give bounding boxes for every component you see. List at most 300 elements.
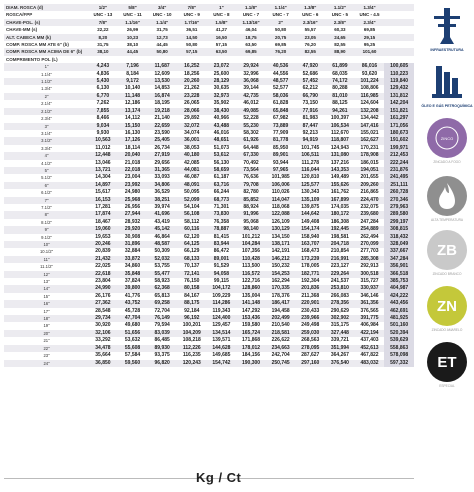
weight-cell: 162,294 <box>266 278 296 285</box>
table-row <box>4 204 414 211</box>
weight-cell: 318,432 <box>384 234 414 241</box>
row-length-label: 3" <box>4 123 88 130</box>
table-row <box>4 308 414 315</box>
badge-glyph: ZB <box>437 241 457 259</box>
weight-cell: 163,707 <box>295 241 325 248</box>
weight-cell: 9,172 <box>118 78 148 85</box>
weight-cell: 211,368 <box>295 293 325 300</box>
weight-cell: 104,284 <box>236 241 266 248</box>
weight-cell: 129,457 <box>207 322 237 329</box>
badge-caption: ZINCADO A FOGO <box>433 160 461 164</box>
weight-cell: 91,996 <box>236 211 266 218</box>
weight-cell: 26,956 <box>118 204 148 211</box>
table-row <box>4 322 414 329</box>
header-cell: 1.7/16" <box>177 19 207 26</box>
weight-cell: 55,477 <box>147 271 177 278</box>
row-length-label: 14" <box>4 285 88 292</box>
table-row <box>4 197 414 204</box>
weight-cell: 9,034 <box>88 123 118 130</box>
weight-cell: 53,632 <box>118 337 148 344</box>
header-cell: 50,80 <box>177 41 207 48</box>
weight-cell: 38,251 <box>147 197 177 204</box>
weight-cell: 49,680 <box>118 322 148 329</box>
table-row <box>4 219 414 226</box>
weight-cell: 130,129 <box>266 226 296 233</box>
weight-cell: 209,260 <box>355 182 385 189</box>
table-row <box>4 93 414 100</box>
weight-cell: 481,925 <box>384 315 414 322</box>
weight-cell: 62,120 <box>177 234 207 241</box>
weight-cell: 7,262 <box>88 100 118 107</box>
weight-cell: 270,346 <box>384 197 414 204</box>
weight-cell: 43,752 <box>118 300 148 307</box>
weight-cell: 30,635 <box>207 85 237 92</box>
row-length-label: 2.1/2" <box>4 108 88 115</box>
weight-cell: 315,175 <box>325 322 355 329</box>
weight-cell: 201,655 <box>355 174 385 181</box>
header-cell: 10,23 <box>118 34 148 41</box>
weight-cell: 302,902 <box>325 315 355 322</box>
table-row <box>4 263 414 270</box>
weight-cell: 55,230 <box>236 123 266 130</box>
weight-cell: 277,703 <box>355 248 385 255</box>
weight-cell: 34,478 <box>88 345 118 352</box>
weight-cell: 28,066 <box>177 108 207 115</box>
weight-cell: 11,148 <box>118 93 148 100</box>
weight-cell: 88,924 <box>236 204 266 211</box>
row-length-label: 1" <box>4 63 88 70</box>
weight-cell: 50,309 <box>147 248 177 255</box>
weight-cell: 520,394 <box>384 330 414 337</box>
weight-cell: 100,397 <box>325 115 355 122</box>
weight-cell: 99,115 <box>207 278 237 285</box>
weight-cell: 28,129 <box>207 78 237 85</box>
weight-cell: 86,016 <box>355 63 385 70</box>
weight-cell: 7,855 <box>88 108 118 115</box>
header-cell <box>266 56 296 63</box>
weight-cell: 93,944 <box>266 160 296 167</box>
header-cell: 63,50 <box>207 48 237 55</box>
table-row <box>4 63 414 70</box>
weight-cell: 118,807 <box>325 137 355 144</box>
weight-cell: 376,540 <box>325 360 355 367</box>
header-cell-empty <box>384 11 414 18</box>
weight-cell: 122,088 <box>266 211 296 218</box>
row-length-label: 5.1/2" <box>4 174 88 181</box>
weight-cell: 155,021 <box>355 130 385 137</box>
weight-cell: 31,896 <box>118 241 148 248</box>
weight-cell: 194,458 <box>266 308 296 315</box>
weight-cell: 86,485 <box>147 337 177 344</box>
weight-cell: 443,456 <box>384 300 414 307</box>
header-cell: 41,27 <box>207 26 237 33</box>
weight-cell: 96,820 <box>147 360 177 367</box>
weight-cell: 92,213 <box>295 130 325 137</box>
header-cell: 29,15 <box>355 34 385 41</box>
header-cell <box>147 56 177 63</box>
header-cell <box>355 56 385 63</box>
row-length-label: 9" <box>4 226 88 233</box>
weight-cell: 278,095 <box>295 345 325 352</box>
weight-cell: 114,047 <box>266 197 296 204</box>
table-header-row <box>4 26 414 33</box>
weight-cell: 422,194 <box>355 330 385 337</box>
weight-cell: 194,051 <box>355 167 385 174</box>
weight-cell: 178,376 <box>266 293 296 300</box>
weight-cell: 81,983 <box>295 115 325 122</box>
weight-cell: 72,141 <box>177 271 207 278</box>
row-length-label: 3.1/2" <box>4 137 88 144</box>
weight-cell: 11,012 <box>88 145 118 152</box>
header-cell: 76,20 <box>295 41 325 48</box>
header-row-label: CHAVE-POL. (s) <box>4 19 88 26</box>
row-length-label: 6" <box>4 182 88 189</box>
weight-cell: 36,850 <box>88 360 118 367</box>
table-row <box>4 226 414 233</box>
weight-cell: 229,264 <box>325 271 355 278</box>
table-row <box>4 278 414 285</box>
weight-cell: 39,144 <box>236 85 266 92</box>
zincado-amarelo-icon <box>427 286 467 326</box>
weight-cell: 232,075 <box>355 204 385 211</box>
header-cell: UNC - 5 <box>325 11 355 18</box>
header-cell <box>295 56 325 63</box>
weight-cell: 66,790 <box>295 93 325 100</box>
weight-cell: 45,728 <box>118 308 148 315</box>
weight-cell: 104,172 <box>207 285 237 292</box>
weight-cell: 39,800 <box>118 285 148 292</box>
weight-cell: 120,243 <box>177 360 207 367</box>
weight-cell: 22,618 <box>88 271 118 278</box>
weight-cell: 16,153 <box>88 197 118 204</box>
row-length-label: 19" <box>4 322 88 329</box>
weight-cell: 501,160 <box>384 322 414 329</box>
row-length-label: 2.1/4" <box>4 100 88 107</box>
row-length-label: 24" <box>4 360 88 367</box>
weight-cell: 85,852 <box>236 197 266 204</box>
weight-cell: 70,492 <box>236 160 266 167</box>
weight-cell: 134,514 <box>207 330 237 337</box>
weight-cell: 43,419 <box>147 219 177 226</box>
header-cell: 50,80 <box>147 48 177 55</box>
header-cell: 3/4" <box>147 4 177 11</box>
weight-cell: 299,197 <box>384 219 414 226</box>
weight-cell: 210,854 <box>325 248 355 255</box>
weight-cell: 218,581 <box>266 330 296 337</box>
weight-cell: 36,001 <box>177 137 207 144</box>
weight-cell: 130,343 <box>295 189 325 196</box>
table-row <box>4 300 414 307</box>
infraestrutura-icon <box>427 6 467 46</box>
row-length-label: 3.1/4" <box>4 130 88 137</box>
weight-cell: 170,231 <box>355 145 385 152</box>
weight-cell: 186,417 <box>266 300 296 307</box>
weight-cell: 110,428 <box>236 256 266 263</box>
weight-cell: 253,810 <box>325 285 355 292</box>
weight-cell: 171,868 <box>236 337 266 344</box>
weight-cell: 231,876 <box>384 167 414 174</box>
weight-cell: 13,046 <box>88 160 118 167</box>
weight-cell: 32,072 <box>177 123 207 130</box>
weight-cell: 220,901 <box>295 300 325 307</box>
weight-cell: 47,920 <box>295 63 325 70</box>
weight-cell: 112,670 <box>325 130 355 137</box>
weight-cell: 6,130 <box>88 85 118 92</box>
weight-cell: 251,111 <box>384 182 414 189</box>
weight-cell: 42,735 <box>236 93 266 100</box>
weight-cell: 224,470 <box>355 197 385 204</box>
weight-cell: 39,974 <box>147 204 177 211</box>
weight-cell: 241,537 <box>325 278 355 285</box>
weight-cell: 191,602 <box>384 137 414 144</box>
weight-cell: 55,608 <box>118 345 148 352</box>
weight-cell: 69,258 <box>147 300 177 307</box>
table-row <box>4 115 414 122</box>
weight-cell: 35,848 <box>118 271 148 278</box>
table-row <box>4 152 414 159</box>
weight-cell: 151,821 <box>384 108 414 115</box>
weight-cell: 78,887 <box>207 226 237 233</box>
weight-cell: 26,734 <box>147 145 177 152</box>
weight-cell: 155,626 <box>325 182 355 189</box>
weight-cell: 16,252 <box>177 63 207 70</box>
table-header-row <box>4 48 414 55</box>
weight-cell: 178,005 <box>295 263 325 270</box>
header-cell: UNC - 10 <box>147 11 177 18</box>
weight-cell: 100,201 <box>177 322 207 329</box>
weight-cell: 161,762 <box>325 189 355 196</box>
weight-cell: 66,244 <box>207 189 237 196</box>
weight-cell: 46,087 <box>177 174 207 181</box>
row-length-label: 4.1/2" <box>4 160 88 167</box>
weight-cell: 93,620 <box>355 71 385 78</box>
weight-cell: 53,755 <box>147 263 177 270</box>
weight-cell: 5,430 <box>88 78 118 85</box>
weight-cell: 61,899 <box>325 63 355 70</box>
weight-cell: 167,899 <box>325 197 355 204</box>
weight-cell: 40,536 <box>266 63 296 70</box>
weight-cell: 110,223 <box>384 71 414 78</box>
table-row <box>4 167 414 174</box>
weight-cell: 339,721 <box>325 337 355 344</box>
weight-cell: 180,172 <box>325 211 355 218</box>
weight-cell: 18,114 <box>118 145 148 152</box>
weight-cell: 308,815 <box>384 226 414 233</box>
unit-label: Kg / Ct <box>196 470 242 485</box>
weight-cell: 44,081 <box>177 167 207 174</box>
weight-cell: 28,932 <box>118 219 148 226</box>
weight-cell: 52,577 <box>266 85 296 92</box>
weight-cell: 14,112 <box>118 115 148 122</box>
weight-cell: 26,065 <box>177 100 207 107</box>
weight-cell: 30,920 <box>88 322 118 329</box>
weight-cell: 190,300 <box>236 360 266 367</box>
weight-cell: 150,232 <box>266 263 296 270</box>
badge-caption: ALTA TEMPERATURA <box>431 218 463 222</box>
weight-cell: 29,892 <box>177 115 207 122</box>
weight-cell: 73,830 <box>207 211 237 218</box>
weight-cell: 91,529 <box>207 263 237 270</box>
header-cell: UNC - 4.5 <box>355 11 385 18</box>
weight-cell: 18,256 <box>177 71 207 78</box>
weight-cell: 129,432 <box>384 85 414 92</box>
weight-cell: 41,776 <box>118 293 148 300</box>
table-row <box>4 182 414 189</box>
row-length-label: 4" <box>4 152 88 159</box>
weight-cell: 146,212 <box>266 256 296 263</box>
weight-cell: 94,919 <box>295 137 325 144</box>
weight-cell: 24,990 <box>88 285 118 292</box>
weight-cell: 107,356 <box>236 248 266 255</box>
header-cell: 101,60 <box>355 48 385 55</box>
weight-cell: 49,085 <box>236 108 266 115</box>
weight-cell: 199,971 <box>384 145 414 152</box>
row-length-label: 21" <box>4 337 88 344</box>
weight-cell: 38,430 <box>207 108 237 115</box>
weight-cell: 52,099 <box>177 197 207 204</box>
table-row <box>4 100 414 107</box>
weight-cell: 462,691 <box>384 308 414 315</box>
weight-cell: 144,628 <box>207 345 237 352</box>
weight-cell: 182,771 <box>295 271 325 278</box>
weight-cell: 76,150 <box>177 278 207 285</box>
table-row <box>4 108 414 115</box>
weight-cell: 149,408 <box>295 219 325 226</box>
weight-cell: 48,577 <box>266 78 296 85</box>
weight-cell: 4,243 <box>88 63 118 70</box>
weight-cell: 77,916 <box>295 108 325 115</box>
weight-cell: 33,872 <box>118 256 148 263</box>
weight-cell: 9,930 <box>88 130 118 137</box>
weight-cell: 89,901 <box>266 152 296 159</box>
badge-glyph: ET <box>437 353 457 371</box>
weight-cell: 40,180 <box>177 152 207 159</box>
weight-cell: 186,308 <box>325 219 355 226</box>
header-cell: 1.13/16" <box>236 19 266 26</box>
weight-cell: 83,039 <box>147 330 177 337</box>
weight-cell: 149,489 <box>325 174 355 181</box>
weight-cell: 81,415 <box>207 234 237 241</box>
table-header-row <box>4 56 414 63</box>
weight-cell: 122,716 <box>236 278 266 285</box>
weight-cell: 84,167 <box>177 293 207 300</box>
header-cell: UNC - 13 <box>88 11 118 18</box>
header-cell: 31,75 <box>88 41 118 48</box>
weight-cell: 38,053 <box>177 145 207 152</box>
weight-cell: 11,687 <box>147 63 177 70</box>
weight-cell: 52,228 <box>236 115 266 122</box>
weight-cell: 41,696 <box>147 211 177 218</box>
weight-cell: 68,133 <box>177 256 207 263</box>
header-cell: 38,10 <box>118 41 148 48</box>
weight-cell: 143,353 <box>325 167 355 174</box>
header-cell: 26,99 <box>118 26 148 33</box>
weight-cell: 23,228 <box>177 93 207 100</box>
weight-cell: 23,004 <box>118 174 148 181</box>
row-length-label: 2" <box>4 93 88 100</box>
weight-cell: 97,965 <box>266 167 296 174</box>
weight-cell: 578,098 <box>384 352 414 359</box>
header-row-label: COMP. ROSCA MM ATE 6" (b) <box>4 41 88 48</box>
weight-cell: 159,580 <box>236 322 266 329</box>
row-length-label: 1.3/4" <box>4 85 88 92</box>
weight-cell: 19,653 <box>88 234 118 241</box>
row-length-label: 7" <box>4 197 88 204</box>
header-cell: 2.3/16" <box>295 19 325 26</box>
header-cell: 14,50 <box>177 34 207 41</box>
weight-cell: 116,235 <box>177 352 207 359</box>
header-cell-empty <box>384 41 414 48</box>
header-cell: UNC - 6 <box>295 11 325 18</box>
table-row <box>4 137 414 144</box>
weight-cell: 54,104 <box>177 204 207 211</box>
weight-cell: 51,073 <box>207 145 237 152</box>
weight-cell: 46,864 <box>147 234 177 241</box>
header-cell: 46,04 <box>236 26 266 33</box>
weight-cell: 77,909 <box>266 130 296 137</box>
weight-cell: 366,518 <box>384 271 414 278</box>
weight-cell: 12,448 <box>88 152 118 159</box>
weight-cell: 192,445 <box>325 226 355 233</box>
header-cell: 20,75 <box>266 34 296 41</box>
weight-cell: 76,358 <box>207 219 237 226</box>
header-cell: UNC - 7 <box>236 11 266 18</box>
weight-cell: 48,587 <box>147 241 177 248</box>
weight-cell: 247,284 <box>355 219 385 226</box>
weight-cell: 13,721 <box>88 167 118 174</box>
row-length-label: 5" <box>4 167 88 174</box>
weight-cell: 58,112 <box>177 219 207 226</box>
table-row <box>4 78 414 85</box>
weight-cell: 24,980 <box>118 189 148 196</box>
weight-cell: 202,499 <box>266 315 296 322</box>
weight-cell: 268,563 <box>295 337 325 344</box>
weight-cell: 47,704 <box>118 315 148 322</box>
weight-cell: 63,716 <box>207 182 237 189</box>
header-cell: 23,05 <box>295 34 325 41</box>
header-row-label: CHAVE-MM (s) <box>4 26 88 33</box>
weight-cell: 171,056 <box>384 123 414 130</box>
weight-cell: 173,239 <box>295 256 325 263</box>
weight-cell: 297,160 <box>295 360 325 367</box>
weight-cell: 101,212 <box>236 234 266 241</box>
weight-cell: 64,448 <box>236 145 266 152</box>
header-cell: 5/8" <box>118 4 148 11</box>
weight-cell: 66,129 <box>177 248 207 255</box>
header-cell: 69,85 <box>266 41 296 48</box>
table-row <box>4 160 414 167</box>
weight-cell: 50,095 <box>177 189 207 196</box>
table-row <box>4 337 414 344</box>
weight-cell: 10,563 <box>88 137 118 144</box>
weight-cell: 22,659 <box>147 123 177 130</box>
weight-cell: 149,685 <box>207 352 237 359</box>
row-length-label: 20" <box>4 330 88 337</box>
weight-cell: 20,260 <box>177 78 207 85</box>
weight-cell: 180,673 <box>384 130 414 137</box>
row-length-label: 10" <box>4 241 88 248</box>
weight-cell: 406,984 <box>355 322 385 329</box>
weight-cell: 178,908 <box>355 152 385 159</box>
weight-cell: 158,940 <box>295 234 325 241</box>
weight-cell: 29,924 <box>236 63 266 70</box>
weight-cell: 23,992 <box>118 182 148 189</box>
weight-cell: 19,218 <box>147 108 177 115</box>
weight-cell: 287,627 <box>295 352 325 359</box>
weight-cell: 76,149 <box>147 315 177 322</box>
weight-cell: 68,773 <box>207 197 237 204</box>
weight-cell: 18,195 <box>147 100 177 107</box>
